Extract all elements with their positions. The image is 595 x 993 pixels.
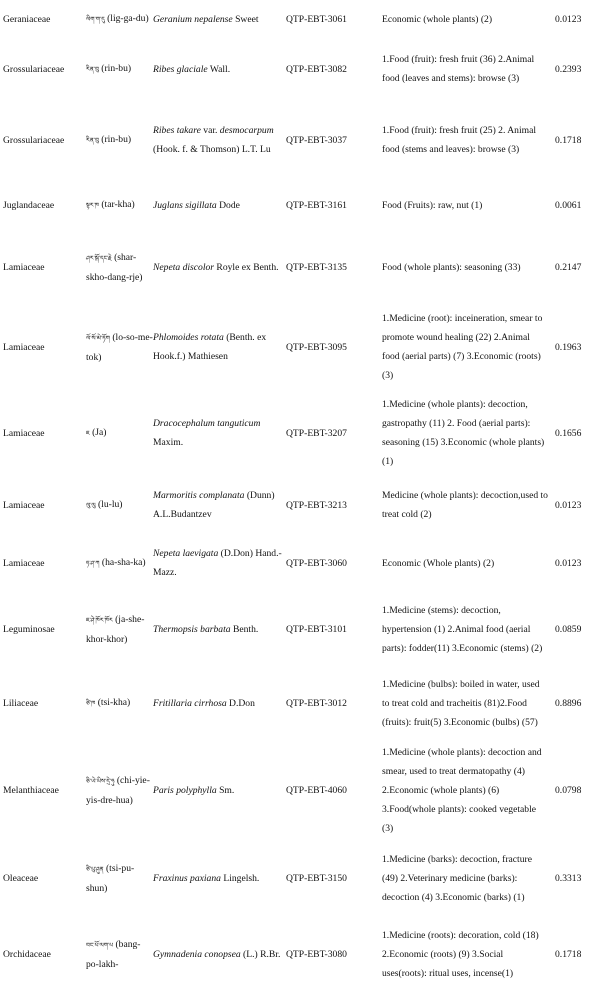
species-epithet: Ribes glaciale xyxy=(153,63,208,75)
voucher-number: QTP-EBT-3060 xyxy=(286,557,347,569)
tibetan-script: ཇ་ཤེ་ཁོར་ཁོར xyxy=(86,616,113,624)
species-author: Dode xyxy=(216,199,240,211)
species-variety: desmocarpum xyxy=(219,125,274,136)
local-name-cell xyxy=(86,840,153,916)
species-author: Sweet xyxy=(232,13,259,25)
voucher-number: QTP-EBT-3080 xyxy=(286,949,347,960)
voucher-cell xyxy=(286,304,382,390)
voucher-cell xyxy=(286,592,382,666)
voucher-number: QTP-EBT-3061 xyxy=(286,13,347,25)
family-cell xyxy=(0,38,86,100)
table-row xyxy=(0,592,595,666)
local-name: (rin-bu) xyxy=(101,134,132,145)
species-epithet: Juglans sigillata xyxy=(153,199,217,211)
uses-cell xyxy=(382,666,555,740)
species-author: (Benth. ex Hook.f.) Mathiesen xyxy=(153,332,267,362)
species-epithet: Marmoritis complanata xyxy=(153,490,245,501)
species-cell xyxy=(153,100,286,180)
family-cell xyxy=(0,304,86,390)
use-value: 0.1963 xyxy=(555,341,582,353)
value-cell xyxy=(555,840,595,916)
species-epithet: Fraxinus paxiana xyxy=(153,872,221,884)
uses-cell xyxy=(382,38,555,100)
family-name: Juglandaceae xyxy=(3,199,55,211)
voucher-cell xyxy=(286,916,382,993)
uses-cell xyxy=(382,100,555,180)
family-cell xyxy=(0,666,86,740)
family-cell xyxy=(0,840,86,916)
species-cell xyxy=(153,476,286,534)
species-cell xyxy=(153,840,286,916)
tibetan-script: བང་པོ་ལག་པ xyxy=(86,942,114,949)
value-cell xyxy=(555,38,595,100)
value-cell xyxy=(555,100,595,180)
species-epithet: Phlomoides rotata xyxy=(153,332,224,343)
use-description: Food (whole plants): seasoning (33) xyxy=(382,261,521,273)
use-description: Medicine (whole plants): decoction,used to treat cold (2) xyxy=(382,490,548,520)
species-epithet: Thermopsis barbata xyxy=(153,623,231,635)
family-cell xyxy=(0,740,86,840)
uses-cell xyxy=(382,740,555,840)
family-cell xyxy=(0,230,86,304)
family-name: Geraniaceae xyxy=(3,13,51,25)
family-cell xyxy=(0,390,86,476)
voucher-number: QTP-EBT-3095 xyxy=(286,341,347,353)
uses-cell xyxy=(382,916,555,993)
local-name-cell xyxy=(86,38,153,100)
voucher-cell xyxy=(286,666,382,740)
local-name-cell xyxy=(86,230,153,304)
family-cell xyxy=(0,592,86,666)
value-cell xyxy=(555,304,595,390)
use-description: 1.Medicine (bulbs): boiled in water, used to treat cold and tracheitis (81)2.Food (fruits): fruit(5) 3.Economic (bulbs) (57) xyxy=(382,678,540,728)
family-name: Leguminosae xyxy=(3,623,55,635)
species-cell xyxy=(153,180,286,230)
value-cell xyxy=(555,592,595,666)
voucher-cell xyxy=(286,100,382,180)
species-cell xyxy=(153,0,286,38)
local-name-cell xyxy=(86,180,153,230)
use-value: 0.1718 xyxy=(555,949,582,960)
use-value: 0.2393 xyxy=(555,63,582,75)
voucher-cell xyxy=(286,476,382,534)
use-value: 0.8896 xyxy=(555,697,582,709)
family-name: Grossulariaceae xyxy=(3,63,65,75)
tibetan-script: ཇ xyxy=(86,430,90,437)
voucher-number: QTP-EBT-3213 xyxy=(286,499,347,511)
voucher-number: QTP-EBT-3161 xyxy=(286,199,347,211)
local-name: (tsi-kha) xyxy=(97,697,131,708)
table-row xyxy=(0,840,595,916)
use-description: Economic (whole plants) (2) xyxy=(382,13,493,25)
family-name: Orchidaceae xyxy=(3,949,51,960)
species-cell xyxy=(153,916,286,993)
uses-cell xyxy=(382,534,555,592)
species-cell xyxy=(153,390,286,476)
uses-cell xyxy=(382,592,555,666)
value-cell xyxy=(555,666,595,740)
species-epithet: Nepeta laevigata xyxy=(153,548,219,559)
tibetan-script: ལོ་སོ་མེ་ཏོག xyxy=(86,334,110,342)
species-epithet: Nepeta discolor xyxy=(153,261,215,273)
species-epithet: Gymnadenia conopsea xyxy=(153,949,241,960)
local-name: (chi-yie-yis-dre-hua) xyxy=(86,774,150,806)
voucher-cell xyxy=(286,230,382,304)
local-name-cell xyxy=(86,592,153,666)
local-name: (Ja) xyxy=(92,427,107,438)
value-cell xyxy=(555,740,595,840)
voucher-number: QTP-EBT-3082 xyxy=(286,63,347,75)
local-name-cell xyxy=(86,0,153,38)
value-cell xyxy=(555,0,595,38)
table-row xyxy=(0,916,595,993)
voucher-cell xyxy=(286,534,382,592)
voucher-cell xyxy=(286,390,382,476)
table-row xyxy=(0,0,595,38)
family-name: Liliaceae xyxy=(3,697,39,709)
local-name-cell xyxy=(86,666,153,740)
use-description: 1.Medicine (barks): decoction, fracture (49) 2.Veterinary medicine (barks): decoction (4) 3.Economic (barks) (1) xyxy=(382,853,532,903)
tibetan-script: རིན་བུ xyxy=(86,137,99,144)
local-name: (lu-lu) xyxy=(97,499,123,510)
tibetan-script: ཙི་པུ་ཤུན xyxy=(86,865,104,873)
uses-cell xyxy=(382,0,555,38)
species-cell xyxy=(153,534,286,592)
species-cell xyxy=(153,304,286,390)
family-name: Grossulariaceae xyxy=(3,134,65,146)
use-value: 0.0798 xyxy=(555,784,582,796)
local-name-cell xyxy=(86,390,153,476)
value-cell xyxy=(555,390,595,476)
local-name: (lig-ga-du) xyxy=(107,13,149,24)
local-name-cell xyxy=(86,100,153,180)
table-row xyxy=(0,304,595,390)
use-description: 1.Food (fruit): fresh fruit (36) 2.Animal food (leaves and stems): browse (3) xyxy=(382,54,535,84)
species-author: D.Don xyxy=(226,697,255,709)
local-name-cell xyxy=(86,534,153,592)
table-row xyxy=(0,390,595,476)
species-author: Benth. xyxy=(230,623,259,635)
use-description: Economic (Whole plants) (2) xyxy=(382,557,495,569)
species-cell xyxy=(153,666,286,740)
species-author: Lingelsh. xyxy=(220,872,260,884)
use-value: 0.0123 xyxy=(555,499,582,511)
voucher-number: QTP-EBT-3037 xyxy=(286,134,347,146)
use-value: 0.0061 xyxy=(555,199,582,211)
use-description: 1.Medicine (roots): decoration, cold (18) 2.Economic (roots) (9) 3.Social uses(roots): ritual uses, incense(1) xyxy=(382,930,539,979)
family-name: Lamiaceae xyxy=(3,557,45,569)
use-value: 0.3313 xyxy=(555,872,582,884)
family-name: Lamiaceae xyxy=(3,261,45,273)
family-cell xyxy=(0,180,86,230)
table-row xyxy=(0,100,595,180)
tibetan-script: ལུ་ལུ xyxy=(86,502,96,509)
species-author: (Dunn) A.L.Budantzev xyxy=(153,490,275,520)
uses-cell xyxy=(382,304,555,390)
use-value: 0.0123 xyxy=(555,557,582,569)
tibetan-script: སྟར་ཁ xyxy=(86,202,99,209)
local-name-cell xyxy=(86,916,153,993)
local-name: (ja-she-khor-khor) xyxy=(86,613,145,645)
tibetan-script: ལིག་ག་དུ xyxy=(86,16,105,23)
species-author: (L.) R.Br. xyxy=(240,949,281,960)
local-name-cell xyxy=(86,476,153,534)
local-name-cell xyxy=(86,304,153,390)
species-cell xyxy=(153,592,286,666)
use-description: 1.Medicine (stems): decoction, hypertension (1) 2.Animal food (aerial parts): fodder(11) 3.Economic (stems) (2) xyxy=(382,604,543,654)
use-description: 1.Medicine (whole plants): decoction and smear, used to treat dermatopathy (4) 2.Economic (whole plants) (6) 3.Food(whole plants): cooked vegetable (3) xyxy=(382,746,542,834)
species-epithet: Fritillaria cirrhosa xyxy=(153,697,227,709)
voucher-number: QTP-EBT-3135 xyxy=(286,261,347,273)
local-name-cell xyxy=(86,740,153,840)
voucher-number: QTP-EBT-4060 xyxy=(286,784,347,796)
uses-cell xyxy=(382,476,555,534)
family-cell xyxy=(0,0,86,38)
table-row xyxy=(0,180,595,230)
species-epithet: Dracocephalum tanguticum xyxy=(153,418,261,429)
voucher-number: QTP-EBT-3150 xyxy=(286,872,347,884)
species-author: var. desmocarpum (Hook. f. & Thomson) L.T. Lu xyxy=(153,125,274,155)
family-cell xyxy=(0,916,86,993)
voucher-cell xyxy=(286,740,382,840)
species-epithet: Ribes takare xyxy=(153,125,201,136)
family-cell xyxy=(0,100,86,180)
tibetan-script: ཤར་སྐོ་དང་རྗེ xyxy=(86,254,112,262)
voucher-cell xyxy=(286,180,382,230)
tibetan-script: ཧ་ཤ་ཀ xyxy=(86,560,100,567)
use-description: 1.Medicine (whole plants): decoction, gastropathy (11) 2. Food (aerial parts): seasoning (15) 3.Economic (whole plants)(1) xyxy=(382,399,545,467)
use-value: 0.2147 xyxy=(555,261,582,273)
use-value: 0.0123 xyxy=(555,13,582,25)
species-epithet: Geranium nepalense xyxy=(153,13,233,25)
voucher-number: QTP-EBT-3207 xyxy=(286,427,347,439)
family-cell xyxy=(0,476,86,534)
use-description: 1.Medicine (root): inceineration, smear to promote wound healing (22) 2.Animal food (aerial parts) (7) 3.Economic (roots) (3) xyxy=(382,313,543,381)
use-value: 0.1718 xyxy=(555,134,582,146)
local-name: (tsi-pu-shun) xyxy=(86,862,135,894)
tibetan-script: ཅི་ཡེ་ཡིས་དྲེ་ཧུ xyxy=(86,777,115,785)
uses-cell xyxy=(382,390,555,476)
table-row xyxy=(0,230,595,304)
species-cell xyxy=(153,38,286,100)
value-cell xyxy=(555,916,595,993)
local-name: (lo-so-me-tok) xyxy=(86,331,153,363)
family-name: Oleaceae xyxy=(3,872,39,884)
species-author: Wall. xyxy=(207,63,231,75)
use-description: 1.Food (fruit): fresh fruit (25) 2. Animal food (stems and leaves): browse (3) xyxy=(382,125,537,155)
family-name: Melanthiaceae xyxy=(3,784,59,796)
species-author: Sm. xyxy=(216,784,235,796)
uses-cell xyxy=(382,230,555,304)
species-epithet: Paris polyphylla xyxy=(153,784,217,796)
tibetan-script: ཙི་ཁ xyxy=(86,700,96,707)
family-name: Lamiaceae xyxy=(3,499,45,511)
table-row xyxy=(0,740,595,840)
uses-cell xyxy=(382,180,555,230)
value-cell xyxy=(555,476,595,534)
local-name: (tar-kha) xyxy=(101,199,135,210)
family-name: Lamiaceae xyxy=(3,427,45,439)
table-row xyxy=(0,38,595,100)
species-cell xyxy=(153,740,286,840)
voucher-cell xyxy=(286,840,382,916)
species-author: Royle ex Benth. xyxy=(214,261,279,273)
voucher-number: QTP-EBT-3101 xyxy=(286,623,347,635)
table-row xyxy=(0,534,595,592)
voucher-number: QTP-EBT-3012 xyxy=(286,697,347,709)
local-name: (rin-bu) xyxy=(101,63,132,74)
value-cell xyxy=(555,534,595,592)
voucher-cell xyxy=(286,38,382,100)
tibetan-script: རིན་བུ xyxy=(86,66,99,73)
uses-cell xyxy=(382,840,555,916)
voucher-cell xyxy=(286,0,382,38)
use-value: 0.0859 xyxy=(555,623,582,635)
species-author: (D.Don) Hand.-Mazz. xyxy=(153,548,282,578)
local-name: (ha-sha-ka) xyxy=(101,557,146,568)
value-cell xyxy=(555,230,595,304)
family-name: Lamiaceae xyxy=(3,341,45,353)
table-row xyxy=(0,476,595,534)
local-name: (bang-po-lakh- xyxy=(86,939,141,970)
table-row xyxy=(0,666,595,740)
use-value: 0.1656 xyxy=(555,427,582,439)
use-description: Food (Fruits): raw, nut (1) xyxy=(382,199,483,211)
local-name: (shar-skho-dang-rje) xyxy=(86,251,143,283)
value-cell xyxy=(555,180,595,230)
species-author: Maxim. xyxy=(153,437,184,448)
species-cell xyxy=(153,230,286,304)
family-cell xyxy=(0,534,86,592)
